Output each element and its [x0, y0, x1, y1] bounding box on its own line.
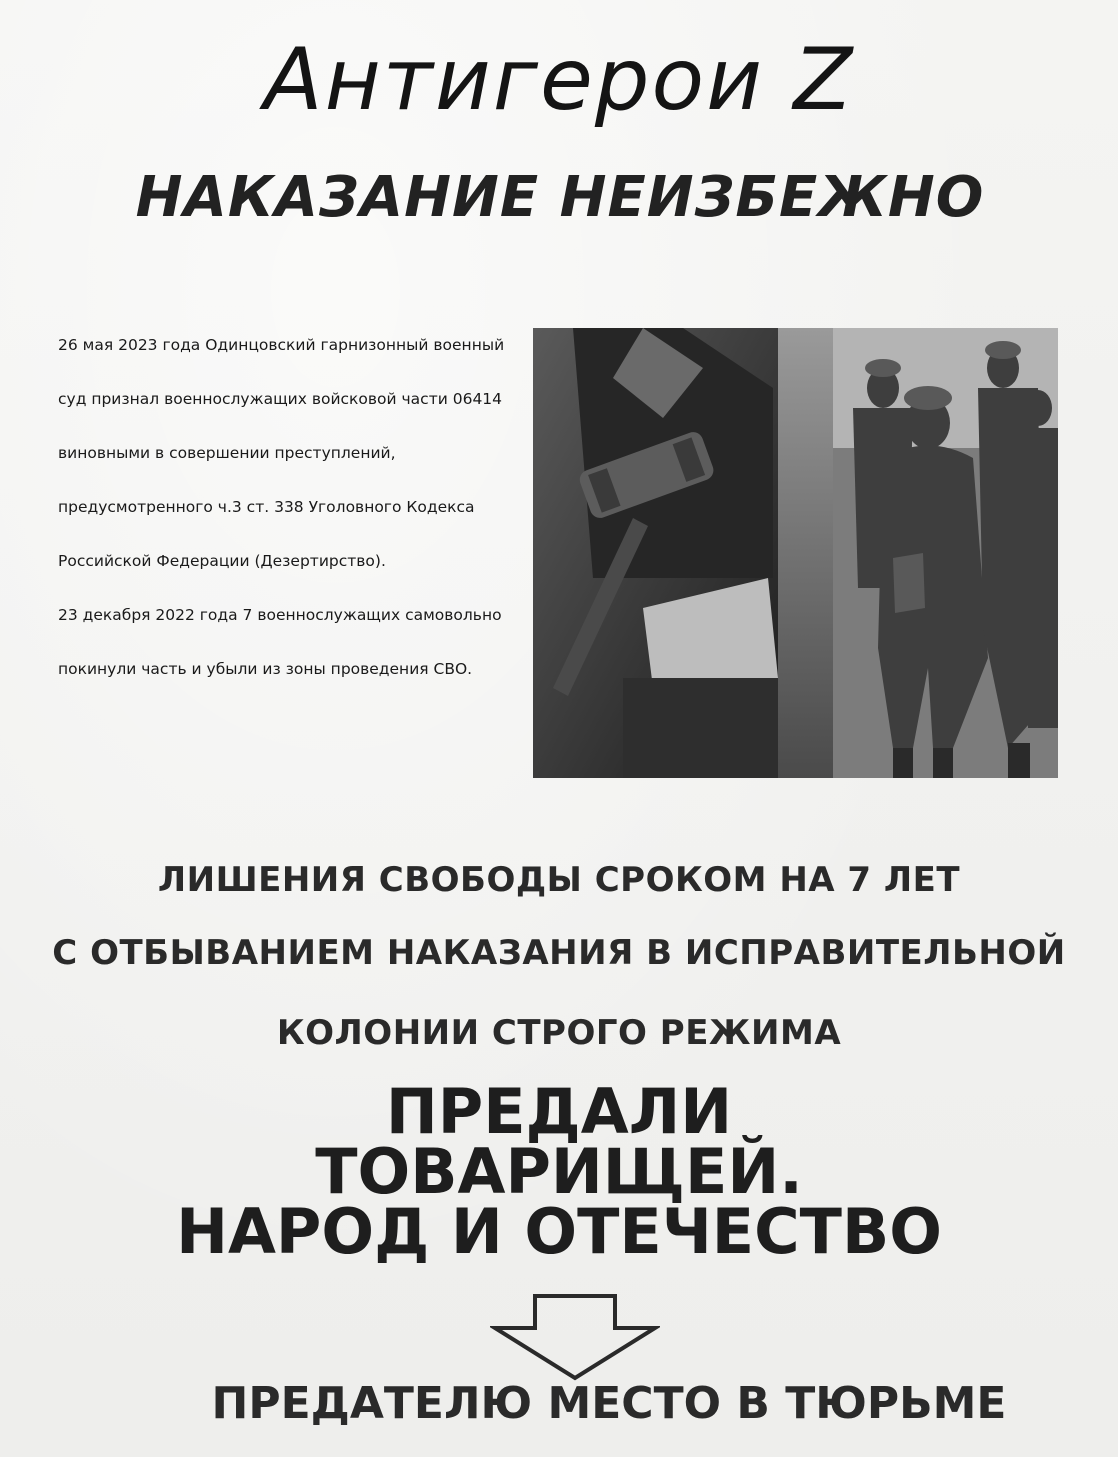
sentence-line-1: ЛИШЕНИЯ СВОБОДЫ СРОКОМ НА 7 ЛЕТ [157, 860, 961, 900]
down-arrow-icon [490, 1292, 660, 1382]
slogan-line-1: ПРЕДАЛИ [385, 1075, 733, 1148]
sentence-line-2: С ОТБЫВАНИЕМ НАКАЗАНИЯ В ИСПРАВИТЕЛЬНОЙ [52, 933, 1066, 973]
article-paragraph-1: 26 мая 2023 года Одинцовский гарнизонный военный суд признал военнослужащих войсковой части 06414 виновными в совершении преступлений, предусмотренного ч.3 ст. 338 Уголовного Кодекса Российской Федерации (Дезертирство). [58, 336, 505, 570]
sentence-line-3: КОЛОНИИ СТРОГО РЕЖИМА [276, 1013, 842, 1053]
court-soldiers-photo [533, 328, 1058, 778]
page-title: Антигерои Z [263, 30, 855, 130]
slogan-line-2: ТОВАРИЩЕЙ. [315, 1135, 803, 1208]
article-paragraph-2: 23 декабря 2022 года 7 военнослужащих самовольно покинули часть и убыли из зоны проведения СВО. [58, 606, 502, 678]
footer-slogan: ПРЕДАТЕЛЮ МЕСТО В ТЮРЬМЕ [211, 1378, 1007, 1429]
photo-illustration [533, 328, 1058, 778]
page-subtitle: НАКАЗАНИЕ НЕИЗБЕЖНО [135, 165, 985, 230]
slogan-line-3: НАРОД И ОТЕЧЕСТВО [176, 1195, 942, 1268]
slogan-block [0, 1075, 1118, 1268]
article-body [58, 318, 528, 696]
